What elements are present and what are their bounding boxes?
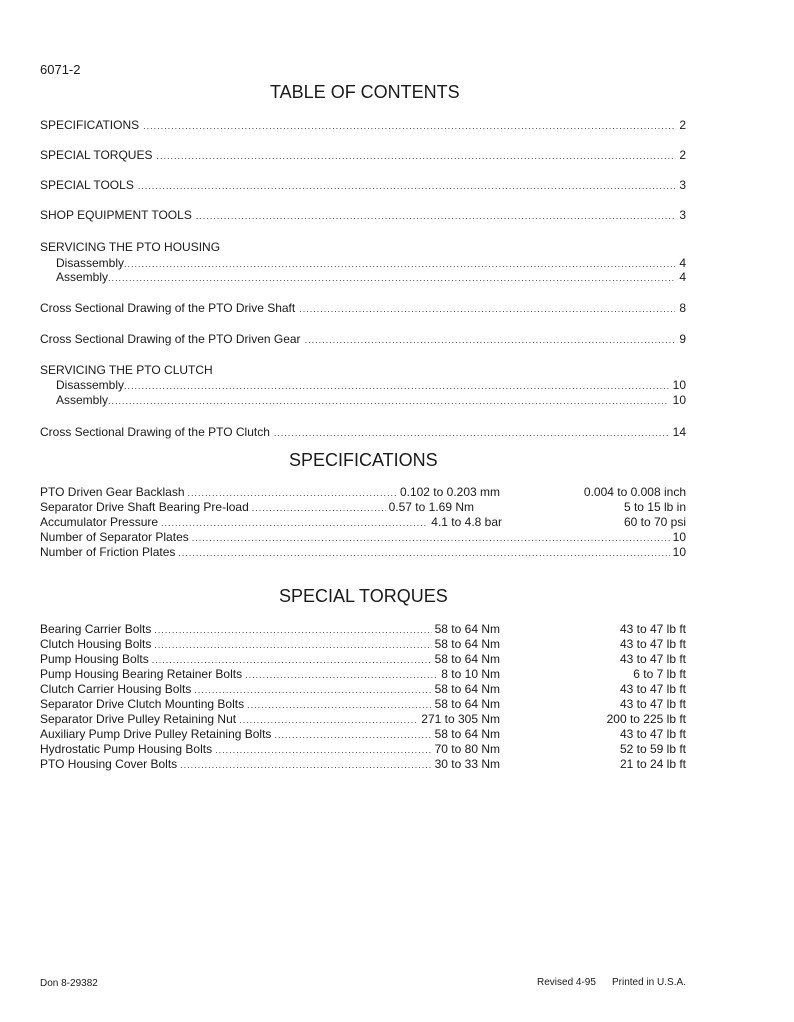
torque-imperial: 43 to 47 lb ft	[619, 652, 686, 666]
torque-row	[40, 622, 500, 636]
torque-metric: 58 to 64 Nm	[434, 652, 500, 666]
spec-label: Number of Friction Plates	[40, 545, 176, 559]
torque-imperial: 200 to 225 lb ft	[606, 712, 686, 726]
toc-entry-page: 3	[679, 208, 686, 222]
spec-label: Separator Drive Shaft Bearing Pre-load	[40, 500, 249, 514]
spec-imperial: 0.004 to 0.008 inch	[583, 485, 686, 499]
torque-metric: 271 to 305 Nm	[421, 712, 500, 726]
torque-row	[40, 652, 500, 666]
dot-leader	[192, 530, 670, 544]
special-torques-title: SPECIAL TORQUES	[279, 586, 448, 606]
toc-entry-housing-disassembly[interactable]	[56, 256, 686, 270]
dot-leader	[239, 712, 418, 726]
dot-leader	[138, 178, 675, 192]
torque-imperial: 43 to 47 lb ft	[619, 697, 686, 711]
spec-metric: 10	[672, 530, 686, 544]
spec-imperial: 60 to 70 psi	[623, 515, 686, 529]
toc-entry-page: 2	[679, 148, 686, 162]
torque-label: Bearing Carrier Bolts	[40, 622, 152, 636]
torque-imperial: 6 to 7 lb ft	[633, 667, 686, 681]
torque-metric: 58 to 64 Nm	[434, 697, 500, 711]
torque-metric: 70 to 80 Nm	[434, 742, 500, 756]
dot-leader	[143, 118, 675, 132]
toc-entry-page: 3	[679, 178, 686, 192]
dot-leader	[196, 208, 675, 222]
spec-row	[40, 545, 686, 559]
dot-leader	[152, 652, 432, 666]
toc-entry-label: Assembly	[56, 393, 109, 407]
torque-row	[40, 742, 500, 756]
dot-leader	[194, 682, 431, 696]
torque-row	[40, 637, 500, 651]
dot-leader	[299, 301, 675, 315]
dot-leader	[108, 393, 669, 407]
dot-leader	[305, 332, 676, 346]
torque-row	[40, 667, 500, 681]
spec-row	[40, 515, 502, 529]
toc-entry-label: SHOP EQUIPMENT TOOLS	[40, 208, 192, 222]
toc-entry-page: 10	[672, 393, 686, 407]
torque-imperial: 43 to 47 lb ft	[619, 682, 686, 696]
torque-row	[40, 697, 500, 711]
torque-imperial: 43 to 47 lb ft	[619, 637, 686, 651]
toc-title: TABLE OF CONTENTS	[270, 82, 460, 102]
spec-label: Number of Separator Plates	[40, 530, 189, 544]
torque-metric: 8 to 10 Nm	[441, 667, 500, 681]
torque-imperial: 43 to 47 lb ft	[619, 727, 686, 741]
toc-entry-special-tools[interactable]	[40, 178, 686, 192]
torque-label: Hydrostatic Pump Housing Bolts	[40, 742, 213, 756]
dot-leader	[156, 148, 675, 162]
toc-entry-page: 10	[672, 378, 686, 392]
toc-entry-page: 4	[679, 256, 686, 270]
torque-imperial: 43 to 47 lb ft	[619, 622, 686, 636]
toc-entry-specifications[interactable]	[40, 118, 686, 132]
toc-entry-label: SPECIFICATIONS	[40, 118, 140, 132]
toc-entry-clutch-assembly[interactable]	[56, 393, 686, 407]
torque-label: Separator Drive Pulley Retaining Nut	[40, 712, 237, 726]
toc-entry-page: 9	[679, 332, 686, 346]
dot-leader	[245, 667, 438, 681]
toc-entry-page: 2	[679, 118, 686, 132]
toc-entry-drive-shaft-drawing[interactable]	[40, 301, 686, 315]
dot-leader	[252, 500, 386, 514]
toc-entry-driven-gear-drawing[interactable]	[40, 332, 686, 346]
toc-entry-special-torques[interactable]	[40, 148, 686, 162]
torque-metric: 30 to 33 Nm	[434, 757, 500, 771]
toc-section-pto-clutch: SERVICING THE PTO CLUTCH	[40, 363, 213, 377]
dot-leader	[161, 515, 428, 529]
footer-revised: Revised 4-95	[537, 977, 596, 988]
dot-leader	[274, 425, 669, 439]
torque-row	[40, 682, 500, 696]
spec-metric: 10	[672, 545, 686, 559]
toc-section-pto-housing: SERVICING THE PTO HOUSING	[40, 240, 221, 254]
specifications-title: SPECIFICATIONS	[289, 450, 438, 470]
torque-imperial: 21 to 24 lb ft	[619, 757, 686, 771]
toc-entry-housing-assembly[interactable]	[56, 270, 686, 284]
dot-leader	[247, 697, 432, 711]
torque-label: PTO Housing Cover Bolts	[40, 757, 178, 771]
spec-row	[40, 500, 474, 514]
dot-leader	[124, 256, 675, 270]
torque-row	[40, 727, 500, 741]
spec-label: PTO Driven Gear Backlash	[40, 485, 185, 499]
torque-row	[40, 712, 500, 726]
torque-label: Clutch Carrier Housing Bolts	[40, 682, 192, 696]
toc-entry-label: Assembly	[56, 270, 109, 284]
toc-entry-label: Cross Sectional Drawing of the PTO Drive Shaft	[40, 301, 296, 315]
dot-leader	[154, 637, 431, 651]
toc-entry-clutch-drawing[interactable]	[40, 425, 686, 439]
torque-label: Auxiliary Pump Drive Pulley Retaining Bolts	[40, 727, 272, 741]
torque-metric: 58 to 64 Nm	[434, 637, 500, 651]
torque-imperial: 52 to 59 lb ft	[619, 742, 686, 756]
dot-leader	[108, 270, 675, 284]
toc-entry-shop-equipment-tools[interactable]	[40, 208, 686, 222]
toc-entry-label: SPECIAL TOOLS	[40, 178, 134, 192]
spec-row	[40, 530, 686, 544]
spec-label: Accumulator Pressure	[40, 515, 159, 529]
spec-row	[40, 485, 500, 499]
toc-entry-page: 4	[679, 270, 686, 284]
dot-leader	[124, 378, 669, 392]
torque-label: Clutch Housing Bolts	[40, 637, 152, 651]
dot-leader	[188, 485, 397, 499]
torque-metric: 58 to 64 Nm	[434, 622, 500, 636]
torque-label: Separator Drive Clutch Mounting Bolts	[40, 697, 245, 711]
toc-entry-label: SPECIAL TORQUES	[40, 148, 153, 162]
spec-metric: 4.1 to 4.8 bar	[431, 515, 502, 529]
toc-entry-label: Cross Sectional Drawing of the PTO Driven Gear	[40, 332, 301, 346]
toc-entry-label: Disassembly	[56, 256, 125, 270]
toc-entry-label: Cross Sectional Drawing of the PTO Clutch	[40, 425, 270, 439]
footer-doc-id: Don 8-29382	[40, 978, 98, 989]
toc-entry-page: 8	[679, 301, 686, 315]
torque-row	[40, 757, 500, 771]
dot-leader	[180, 757, 431, 771]
dot-leader	[178, 545, 669, 559]
spec-imperial: 5 to 15 lb in	[623, 500, 686, 514]
toc-entry-clutch-disassembly[interactable]	[56, 378, 686, 392]
dot-leader	[274, 727, 431, 741]
toc-entry-label: Disassembly	[56, 378, 125, 392]
dot-leader	[215, 742, 432, 756]
torque-metric: 58 to 64 Nm	[434, 682, 500, 696]
torque-label: Pump Housing Bearing Retainer Bolts	[40, 667, 243, 681]
document-number: 6071-2	[40, 62, 81, 77]
spec-metric: 0.57 to 1.69 Nm	[388, 500, 474, 514]
torque-label: Pump Housing Bolts	[40, 652, 149, 666]
dot-leader	[154, 622, 431, 636]
toc-entry-page: 14	[672, 425, 686, 439]
footer-printed: Printed in U.S.A.	[612, 977, 686, 988]
spec-metric: 0.102 to 0.203 mm	[399, 485, 500, 499]
torque-metric: 58 to 64 Nm	[434, 727, 500, 741]
